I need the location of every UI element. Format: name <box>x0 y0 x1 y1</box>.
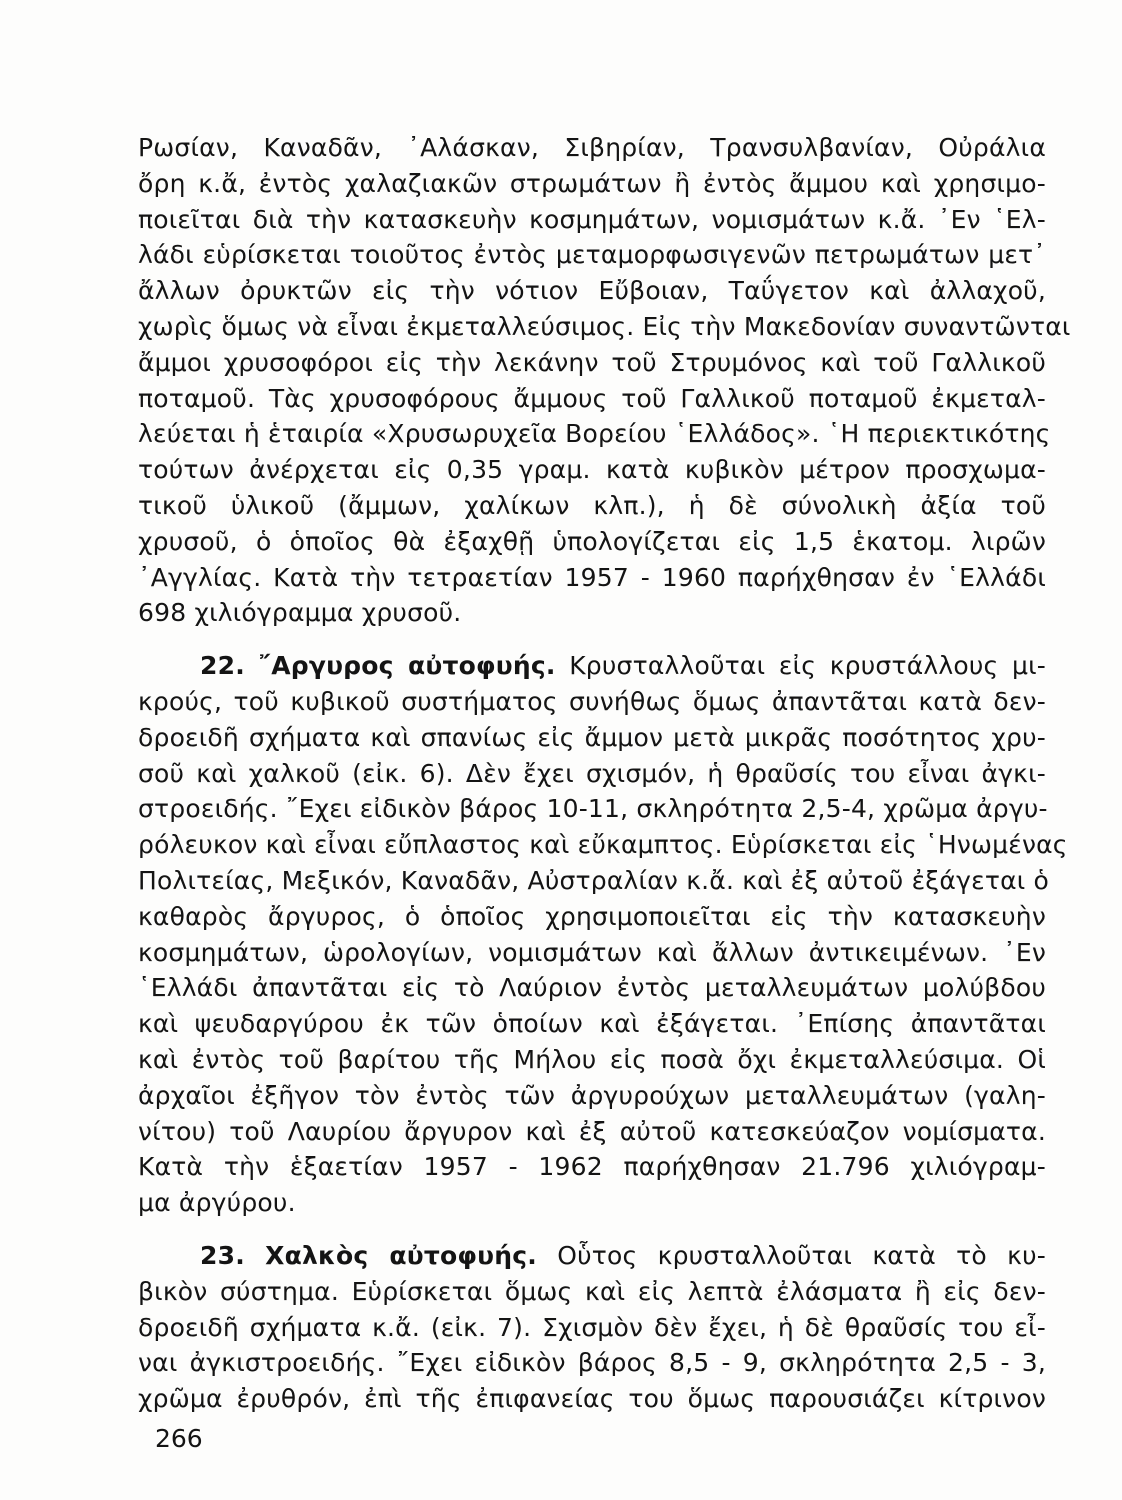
text-line: μα ἀργύρου. <box>138 1188 296 1218</box>
section-22-first-line-text: Κρυσταλλοῦται εἰς κρυστάλλους μι- <box>569 651 1046 681</box>
text-line: Ρωσίαν, Καναδᾶν, ᾿Αλάσκαν, Σιβηρίαν, Τρανσυλβανίαν, Οὐράλια <box>138 133 1046 162</box>
text-line: 698 χιλιόγραμμα χρυσοῦ. <box>138 598 462 628</box>
page-number: 266 <box>155 1424 203 1453</box>
text-line: τούτων ἀνέρχεται εἰς 0,35 γραμ. κατὰ κυβικὸν μέτρον προσχωμα- <box>138 455 1046 485</box>
section-23-number: 23. <box>200 1240 245 1270</box>
text-line: νίτου) τοῦ Λαυρίου ἄργυρον καὶ ἐξ αὐτοῦ κατεσκεύαζον νομίσματα. <box>138 1116 1046 1146</box>
text-line: χρῶμα ἐρυθρόν, ἐπὶ τῆς ἐπιφανείας του ὅμως παρουσιάζει κίτρινον <box>138 1384 1046 1414</box>
section-23-first-line <box>138 1238 1046 1274</box>
body-text <box>138 130 1071 1417</box>
text-line: βικὸν σύστημα. Εὑρίσκεται ὅμως καὶ εἰς λεπτὰ ἐλάσματα ἢ εἰς δεν- <box>138 1276 1046 1306</box>
text-line: ποιεῖται διὰ τὴν κατασκευὴν κοσμημάτων, νομισμάτων κ.ἄ. ᾿Εν ῾Ελ- <box>138 204 1046 234</box>
text-line: ναι ἀγκιστροειδής. ῎Εχει εἰδικὸν βάρος 8,5 - 9, σκληρότητα 2,5 - 3, <box>138 1348 1046 1378</box>
text-line: καὶ ψευδαργύρου ἐκ τῶν ὁποίων καὶ ἐξάγεται. ᾿Επίσης ἀπαντᾶται <box>138 1009 1046 1039</box>
text-line: Κατὰ τὴν ἑξαετίαν 1957 - 1962 παρήχθησαν 21.796 χιλιόγραμ- <box>138 1152 1046 1182</box>
text-line: ὄρη κ.ἄ, ἐντὸς χαλαζιακῶν στρωμάτων ἢ ἐντὸς ἄμμου καὶ χρησιμο- <box>138 168 1046 198</box>
text-line: δροειδῆ σχήματα καὶ σπανίως εἰς ἄμμον μετὰ μικρᾶς ποσότητος χρυ- <box>138 722 1046 752</box>
paragraph-gap <box>138 1221 1046 1238</box>
text-line: λάδι εὑρίσκεται τοιοῦτος ἐντὸς μεταμορφωσιγενῶν πετρωμάτων μετ᾿ <box>138 240 1046 270</box>
text-line: κοσμημάτων, ὡρολογίων, νομισμάτων καὶ ἄλλων ἀντικειμένων. ᾿Εν <box>138 937 1046 967</box>
text-line: Πολιτείας, Μεξικόν, Καναδᾶν, Αὐστραλίαν κ.ἄ. καὶ ἐξ αὐτοῦ ἐξάγεται ὁ <box>138 865 1050 895</box>
section-23-first-line-text: Οὗτος κρυσταλλοῦται κατὰ τὸ κυ- <box>557 1240 1046 1270</box>
section-22-first-line <box>138 648 1046 684</box>
text-line: σοῦ καὶ χαλκοῦ (εἰκ. 6). Δὲν ἔχει σχισμόν, ἡ θραῦσίς του εἶναι ἀγκι- <box>138 758 1046 788</box>
paragraph-gap <box>138 631 1046 648</box>
text-line: καὶ ἐντὸς τοῦ βαρίτου τῆς Μήλου εἰς ποσὰ ὄχι ἐκμεταλλεύσιμα. Οἱ <box>138 1044 1046 1074</box>
section-22-number: 22. <box>200 651 245 681</box>
text-line: ἄλλων ὀρυκτῶν εἰς τὴν νότιον Εὔβοιαν, Ταΰγετον καὶ ἀλλαχοῦ, <box>138 276 1046 306</box>
text-line: ῾Ελλάδι ἀπαντᾶται εἰς τὸ Λαύριον ἐντὸς μεταλλευμάτων μολύβδου <box>138 973 1046 1003</box>
text-line: κρούς, τοῦ κυβικοῦ συστήματος συνήθως ὅμως ἀπαντᾶται κατὰ δεν- <box>138 686 1046 716</box>
text-line: χρυσοῦ, ὁ ὁποῖος θὰ ἐξαχθῇ ὑπολογίζεται εἰς 1,5 ἑκατομ. λιρῶν <box>138 526 1046 556</box>
text-line: δροειδῆ σχήματα κ.ἄ. (εἰκ. 7). Σχισμὸν δὲν ἔχει, ἡ δὲ θραῦσίς του εἶ- <box>138 1312 1046 1342</box>
section-22-title: ῎Αργυρος αὐτοφυής. <box>258 651 556 681</box>
text-line: ἄμμοι χρυσοφόροι εἰς τὴν λεκάνην τοῦ Στρυμόνος καὶ τοῦ Γαλλικοῦ <box>138 347 1046 377</box>
text-line: λεύεται ἡ ἑταιρία «Χρυσωρυχεῖα Βορείου ῾Ελλάδος». ῾Η περιεκτικότης <box>138 419 1051 449</box>
text-line: στροειδής. ῎Εχει εἰδικὸν βάρος 10-11, σκληρότητα 2,5-4, χρῶμα ἀργυ- <box>138 794 1048 824</box>
text-line: ποταμοῦ. Τὰς χρυσοφόρους ἄμμους τοῦ Γαλλικοῦ ποταμοῦ ἐκμεταλ- <box>138 383 1046 413</box>
text-line: τικοῦ ὑλικοῦ (ἄμμων, χαλίκων κλπ.), ἡ δὲ σύνολικὴ ἀξία τοῦ <box>138 490 1046 520</box>
text-line: καθαρὸς ἄργυρος, ὁ ὁποῖος χρησιμοποιεῖται εἰς τὴν κατασκευὴν <box>138 901 1046 931</box>
text-line: ρόλευκον καὶ εἶναι εὔπλαστος καὶ εὔκαμπτος. Εὑρίσκεται εἰς ῾Ηνωμένας <box>138 830 1068 860</box>
text-line: ἀρχαῖοι ἐξῆγον τὸν ἐντὸς τῶν ἀργυρούχων μεταλλευμάτων (γαλη- <box>138 1080 1046 1110</box>
section-23-title: Χαλκὸς αὐτοφυής. <box>265 1240 537 1270</box>
text-line: χωρὶς ὅμως νὰ εἶναι ἐκμεταλλεύσιμος. Εἰς τὴν Μακεδονίαν συναντῶνται <box>138 311 1071 341</box>
text-line: ᾿Αγγλίας. Κατὰ τὴν τετραετίαν 1957 - 1960 παρήχθησαν ἐν ῾Ελλάδι <box>138 562 1046 592</box>
